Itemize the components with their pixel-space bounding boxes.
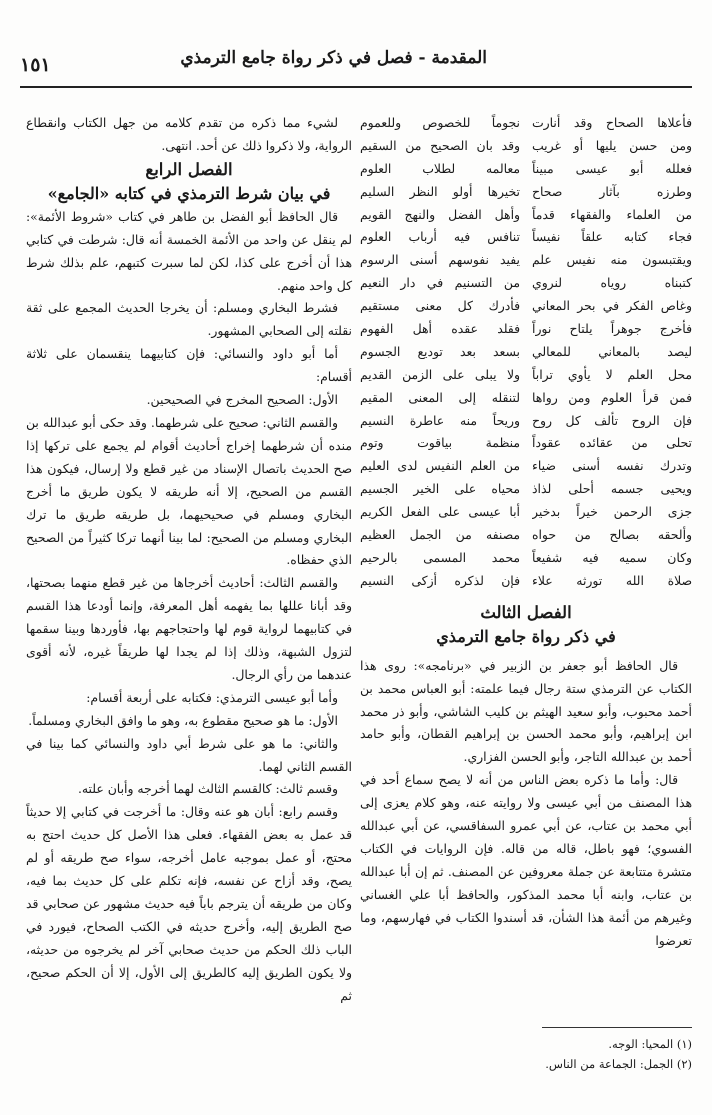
paragraph: وقسم رابع: أبان هو عنه وقال: ما أخرجت في كتابي إلا حديثاً قد عمل به بعض الفقهاء. فعلى هذا الأصل كل حديث احتج به محتج، أو عمل بموجبه عامل أخرجه، سواء صح طريقه أو لم يصح، وقد أزاح عن نفسه، فإنه تكلم على كل حديث بما فيه، وكان من طريقه أن يترجم باباً فيه حديث مشهور عن صحابي قد صح الطريق إليه، وأخرج حديثه في الكتب الصحاح، فيورد في الباب ذلك الحكم من حديث صحابي آخر لم يخرجوه من حديثه، ولا يكون الطريق إليه كالطريق إلى الأول، إلا أن الحكم صحيح، ثم (26, 804, 352, 1003)
poem-verse (360, 295, 692, 318)
section-heading-4: الفصل الرابع (145, 159, 233, 179)
paragraph: وقسم ثالث: كالقسم الثالث لهما أخرجه وأبان علته. (77, 781, 338, 797)
paragraph: والقسم الثاني: صحيح على شرطهما. وقد حكى أبو عبدالله بن منده أن شرطهما إخراج أحاديث أقوام لم يجمع على تركها إذا صح الحديث باتصال الإسناد من غير قطع ولا إرسال، فيكون هذا القسم من الصحيح، إلا أنه طريقه لا يكون طريق ما أخرج البخاري ومسلم في صحيحيهما، بل طريقه طريق ما ترك البخاري ومسلم من الصحيح: لما بينا أنهما تركا كثيراً من الصحيح الذي حفظاه. (26, 414, 352, 568)
footnotes (360, 1027, 692, 1074)
verse-second-hemistich: وأهل الفضل والنهج القويم (360, 206, 520, 222)
paragraph: لشيء مما ذكره من تقدم كلامه من جهل الكتاب وانقطاع الرواية، ولا ذكروا ذلك عن أحد. انتهى. (26, 115, 352, 153)
poem-verse (360, 158, 692, 181)
poem-verse (360, 249, 692, 272)
paragraph: قال: وأما ما ذكره بعض الناس من أنه لا يصح سماع أحد في هذا المصنف من أبي عيسى ولا روايته عنه، وهو كلام يعزى إلى أبي محمد بن عتاب، عن أبي عمرو السفاقسي، عن أبي عبدالله الفسوي؛ فهو باطل، قاله من قاله. فإن الروايات في الكتاب متشرة متتابعة عن جملة معروفين عن المصنف. ثم إن أبا عبدالله بن عتاب، وابنه أبا محمد المذكور، والحافظ أبا علي الغساني وغيرهم من أئمة هذا الشأن، قد أسندوا الكتاب في فهارسهم، وما تعرضوا (360, 772, 692, 948)
paragraph: وأما أبو عيسى الترمذي: فكتابه على أربعة أقسام: (86, 689, 338, 705)
poem-verse (360, 410, 692, 433)
poem-verse (360, 432, 692, 455)
verse-first-hemistich: فعلله أبو عيسى مبيناً (532, 160, 692, 176)
verse-second-hemistich: نجوماً للخصوص وللعموم (360, 115, 520, 130)
poem-verse (360, 387, 692, 410)
verse-first-hemistich: وغاص الفكر في بحر المعاني (532, 298, 692, 314)
section-heading-3: الفصل الثالث (480, 602, 572, 622)
poem-verse (360, 181, 692, 204)
verse-second-hemistich: أبا عيسى على الفعل الكريم (360, 504, 520, 520)
verse-second-hemistich: ولا يبلى على الزمن القديم (360, 366, 520, 382)
footnote: (١) المحيا: الوجه. (608, 1037, 692, 1051)
footnote-rule (542, 1027, 692, 1028)
verse-second-hemistich: يفيد نفوسهم أسنى الرسوم (360, 252, 520, 268)
verse-first-hemistich: فأخرج جوهراً يلتاح نوراً (532, 321, 692, 337)
poem-verse (360, 226, 692, 249)
right-column (360, 112, 692, 952)
verse-first-hemistich: فجاء كتابه علقاً نفيساً (532, 229, 692, 245)
verse-first-hemistich: محل العلم لا يأوي تراباً (532, 366, 692, 382)
poem-verse (360, 478, 692, 501)
poem-verse (360, 135, 692, 158)
verse-first-hemistich: وكان سميه فيه شفيعاً (532, 549, 692, 565)
poem-verse (360, 570, 692, 593)
verse-first-hemistich: فأعلاها الصحاح وقد أنارت (532, 115, 692, 130)
verse-first-hemistich: تحلى من عقائده عقوداً (532, 435, 692, 451)
verse-first-hemistich: ويقتبسون منه نفيس علم (532, 252, 692, 268)
verse-second-hemistich: وقد بان الصحيح من السقيم (360, 137, 520, 153)
verse-first-hemistich: من العلماء والفقهاء قدماً (532, 206, 692, 222)
verse-first-hemistich: فمن قرأ العلوم ومن رواها (532, 389, 692, 405)
verse-second-hemistich: فأدرك كل معنى مستقيم (360, 298, 520, 314)
poem-verse (360, 204, 692, 227)
poem-verse (360, 341, 692, 364)
page-header (20, 40, 692, 88)
verse-second-hemistich: محمد المسمى بالرحيم (360, 549, 520, 565)
paragraph: والقسم الثالث: أحاديث أخرجاها من غير قطع منهما بصحتها، وقد أبانا عللها بما يفهمه أهل المعرفة، وإنما أودعا هذا القسم في كتابيهما لرواية قوم لها واحتجاجهم بها، فأوردها وبينا سقمها لتزول الشبهة، وذلك إذا لم يجدا لها طريقاً غيره، لأنه أقوى عندهما من رأي الرجال. (26, 575, 352, 682)
verse-second-hemistich: معالمه لطلاب العلوم (360, 160, 520, 176)
verse-first-hemistich: صلاة الله تورثه علاء (532, 572, 692, 588)
left-column (26, 112, 352, 1008)
section-subheading-3: في ذكر رواة جامع الترمذي (436, 626, 616, 646)
poem-verse (360, 455, 692, 478)
poem-verse (360, 272, 692, 295)
verse-second-hemistich: منظمة بياقوت وتوم (360, 435, 520, 451)
verse-first-hemistich: وألحقه بصالح من حواه (532, 527, 692, 543)
verse-second-hemistich: فقلد عقده أهل الفهوم (360, 321, 520, 337)
poem-verse (360, 112, 692, 135)
poem-verse (360, 501, 692, 524)
verse-first-hemistich: جزى الرحمن خيراً بدخير (532, 504, 692, 520)
verse-first-hemistich: ومن حسن يليها أو غريب (532, 137, 692, 153)
paragraph: والثاني: ما هو على شرط أبي داود والنسائي كما بينا في القسم الثاني لهما. (26, 735, 352, 774)
verse-second-hemistich: تخيرها أولو النظر السليم (360, 183, 520, 199)
verse-first-hemistich: كتبناه روياه لنروي (532, 275, 692, 291)
paragraph: قال الحافظ أبو جعفر بن الزبير في «برنامجه»: روى هذا الكتاب عن الترمذي ستة رجال فيما علمته: أبو العباس محمد بن أحمد محبوب، وأبو سعيد الهيثم بن كليب الشاشي، وأبو ذر محمد ابن إبراهيم، وأبو محمد الحسن بن إبراهيم القطان، وأبو حامد أحمد بن عبدالله التاجر، وأبو الحسن الفزاري. (360, 657, 692, 765)
section-subheading-4: في بيان شرط الترمذي في كتابه «الجامع» (47, 183, 331, 203)
verse-first-hemistich: فإن الروح تألف كل روح (532, 412, 692, 428)
verse-first-hemistich: ليصد بالمعاني للمعالي (532, 343, 692, 359)
poem-verse (360, 364, 692, 387)
verse-second-hemistich: محياه على الخير الجسيم (360, 481, 520, 497)
paragraph: الأول: ما هو صحيح مقطوع به، وهو ما وافق البخاري ومسلماً. (28, 712, 338, 728)
verse-second-hemistich: من العلم النفيس لدى العليم (360, 458, 520, 474)
paragraph: فشرط البخاري ومسلم: أن يخرجا الحديث المجمع على ثقة نقلته إلى الصحابي المشهور. (26, 300, 352, 339)
paragraph: الأول: الصحيح المخرج في الصحيحين. (146, 392, 338, 408)
poem-verse (360, 318, 692, 341)
poem-verse (360, 547, 692, 570)
verse-second-hemistich: بسعد بعد توديع الجسوم (360, 343, 520, 359)
running-title: المقدمة - فصل في ذكر رواة جامع الترمذي (180, 48, 487, 68)
verse-first-hemistich: وتدرك نفسه أسنى ضياء (532, 458, 692, 474)
footnote: (٢) الجمل: الجماعة من الناس. (545, 1057, 692, 1071)
verse-second-hemistich: وريحاً منه عاطرة النسيم (360, 412, 520, 428)
verse-first-hemistich: ويحيى جسمه أحلى لذاذ (532, 481, 692, 497)
verse-second-hemistich: مصنفه من الجمل العظيم (360, 527, 520, 543)
poem-verse (360, 524, 692, 547)
paragraph: أما أبو داود والنسائي: فإن كتابيهما ينقسمان على ثلاثة أقسام: (26, 346, 352, 385)
page-number: ١٥١ (20, 54, 51, 76)
verse-second-hemistich: فإن لذكره أزكى النسيم (360, 572, 520, 588)
verse-second-hemistich: تنافس فيه أرباب العلوم (360, 229, 520, 245)
verse-second-hemistich: لتنقله إلى المعنى المقيم (360, 389, 520, 405)
verse-second-hemistich: من التسنيم في دار النعيم (360, 275, 520, 291)
header-rule (20, 86, 692, 88)
poem (360, 112, 692, 593)
paragraph: قال الحافظ أبو الفضل بن طاهر في كتاب «شروط الأئمة»: لم ينقل عن واحد من الأئمة الخمسة أنه قال: شرطت في كتابي هذا أن أخرج على كذا، لكن لما سبرت كتبهم، علم بذلك شرط كل واحد منهم. (26, 208, 352, 293)
verse-first-hemistich: وطرزه بآثار صحاح (532, 183, 692, 199)
